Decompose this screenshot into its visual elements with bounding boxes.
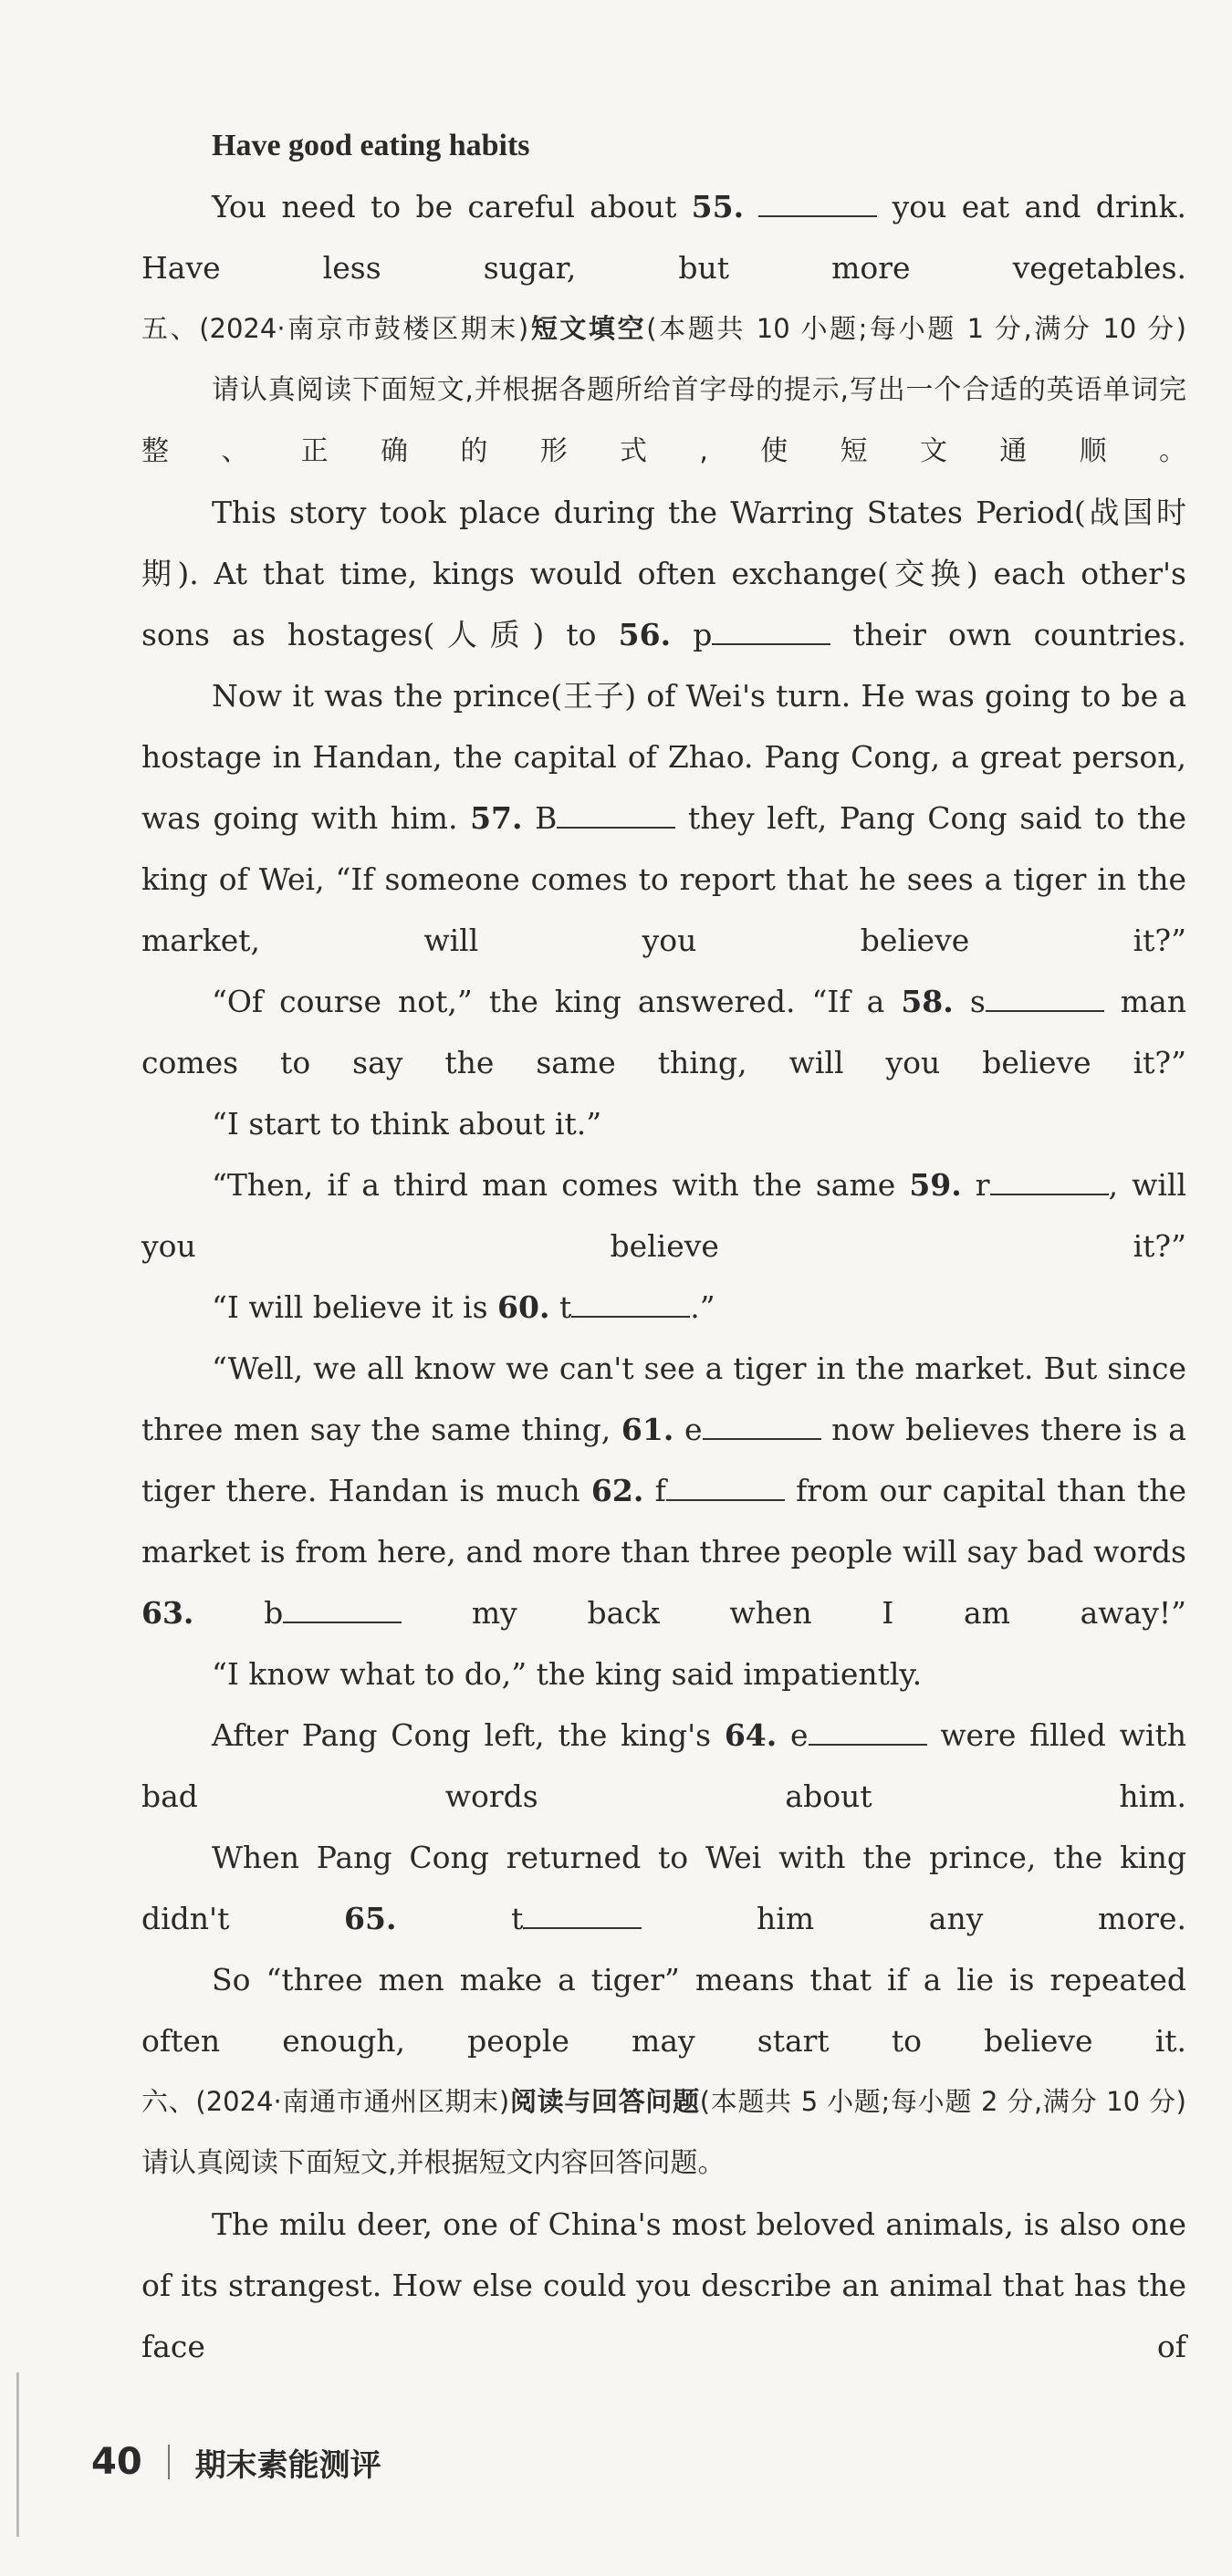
question-number-60: 60. <box>497 1289 550 1325</box>
paragraph-65 <box>141 1827 1186 1949</box>
paragraph-king-impatient: “I know what to do,” the king said impatiently. <box>212 1656 923 1692</box>
question-number-61: 61. <box>621 1412 674 1447</box>
section-5-instruction: 请认真阅读下面短文,并根据各题所给首字母的提示,写出一个合适的英语单词完整、正确的形式,使短文通顺。 <box>141 374 1186 467</box>
passage-heading: Have good eating habits <box>212 129 530 162</box>
answer-blank-64[interactable] <box>809 1716 927 1746</box>
hint-letter-63: b <box>264 1595 284 1631</box>
question-number-56: 56. <box>618 617 672 652</box>
paragraph-64 <box>141 1705 1186 1827</box>
answer-blank-63[interactable] <box>283 1594 402 1623</box>
answer-blank-57[interactable] <box>557 799 675 829</box>
answer-blank-65[interactable] <box>523 1900 642 1929</box>
text: him any more. <box>642 1901 1186 1936</box>
text: my back when I am away!” <box>402 1595 1186 1631</box>
text: You need to be careful about <box>212 189 692 224</box>
page-number: 40 <box>91 2441 142 2483</box>
paragraph-60 <box>141 1277 1186 1338</box>
answer-blank-59[interactable] <box>990 1166 1109 1195</box>
text: When Pang Cong returned to Wei with the prince, the king didn't <box>141 1840 1186 1936</box>
section-6-scoring: (本题共 5 小题;每小题 2 分,满分 10 分) <box>699 2086 1186 2117</box>
question-number-57: 57. <box>470 800 523 836</box>
answer-blank-61[interactable] <box>703 1411 821 1440</box>
footer-divider <box>168 2445 170 2479</box>
paragraph-start-think: “I start to think about it.” <box>212 1106 602 1142</box>
hint-letter-60: t <box>559 1289 572 1325</box>
paragraph-milu-deer: The milu deer, one of China's most beloved animals, is also one of its strangest. How else could you describe an animal that has the face of <box>141 2206 1186 2364</box>
hint-letter-61: e <box>684 1412 703 1447</box>
text: were filled with bad words about him. <box>141 1717 1186 1814</box>
answer-blank-56[interactable] <box>712 616 830 645</box>
paragraph-57 <box>141 665 1186 971</box>
hint-letter-58: s <box>969 984 986 1019</box>
question-number-58: 58. <box>901 984 954 1019</box>
hint-letter-65: t <box>511 1901 524 1936</box>
page-content <box>141 115 1186 2377</box>
answer-blank-62[interactable] <box>666 1472 785 1501</box>
text: “Then, if a third man comes with the same <box>212 1167 910 1203</box>
text: now believes there is a tiger there. Handan is much <box>141 1412 1186 1508</box>
hint-letter-56: p <box>693 617 713 652</box>
text: from our capital than the market is from here, and more than three people will say bad words <box>141 1473 1186 1570</box>
text: they left, Pang Cong said to the king of Wei, “If someone comes to report that he sees a tiger in the market, will you believe it?” <box>141 800 1186 958</box>
paragraph-conclusion: So “three men make a tiger” means that if a lie is repeated often enough, people may start to believe it. <box>141 1962 1186 2059</box>
text: Now it was the prince(王子) of Wei's turn. He was going to be a hostage in Handan, the capital of Zhao. Pang Cong, a great person, was going with him. <box>141 678 1186 836</box>
answer-blank-55[interactable] <box>758 188 877 217</box>
question-number-59: 59. <box>909 1167 962 1203</box>
text: .” <box>690 1289 715 1325</box>
text: their own countries. <box>830 617 1186 652</box>
text: “I will believe it is <box>212 1289 498 1325</box>
question-number-65: 65. <box>344 1901 397 1936</box>
section-5-title <box>141 298 1186 360</box>
text: This story took place during the Warring States Period(战国时期). At that time, kings would often exchange(交换) each other's sons as hostages(人质) to <box>141 495 1186 652</box>
hint-letter-59: r <box>975 1167 990 1203</box>
section-5-scoring: (本题共 10 小题;每小题 1 分,满分 10 分) <box>646 313 1186 344</box>
paragraph-61-63 <box>141 1338 1186 1643</box>
paragraph-59 <box>141 1154 1186 1277</box>
text: “Well, we all know we can't see a tiger in the market. But since three men say the same thing, <box>141 1351 1186 1447</box>
section-5-source: 五、(2024·南京市鼓楼区期末) <box>141 313 529 344</box>
paragraph-58 <box>141 971 1186 1093</box>
page-edge-shadow <box>16 2373 19 2537</box>
section-6-instruction: 请认真阅读下面短文,并根据短文内容回答问题。 <box>141 2147 726 2179</box>
text: man comes to say the same thing, will you believe it?” <box>141 984 1187 1080</box>
section-6-title <box>141 2071 1186 2133</box>
answer-blank-60[interactable] <box>571 1288 690 1318</box>
question-number-62: 62. <box>590 1473 644 1508</box>
book-title: 期末素能测评 <box>194 2446 381 2484</box>
question-number-63: 63. <box>141 1595 194 1631</box>
page-footer <box>91 2435 381 2489</box>
answer-blank-58[interactable] <box>986 983 1104 1012</box>
section-5-type: 短文填空 <box>528 313 647 344</box>
hint-letter-64: e <box>790 1717 809 1753</box>
question-number-64: 64. <box>724 1717 778 1753</box>
hint-letter-57: B <box>535 800 558 836</box>
question-number-55: 55. <box>691 189 745 224</box>
section-6-type: 阅读与回答问题 <box>509 2086 700 2117</box>
text: After Pang Cong left, the king's <box>212 1717 725 1753</box>
text: you eat and drink. Have less sugar, but more vegetables. <box>141 189 1187 286</box>
paragraph-55 <box>141 176 1186 298</box>
hint-letter-62: f <box>654 1473 666 1508</box>
section-6-source: 六、(2024·南通市通州区期末) <box>141 2086 510 2117</box>
text: , will you believe it?” <box>141 1167 1187 1264</box>
text: “Of course not,” the king answered. “If a <box>212 984 902 1019</box>
paragraph-56 <box>141 482 1186 665</box>
